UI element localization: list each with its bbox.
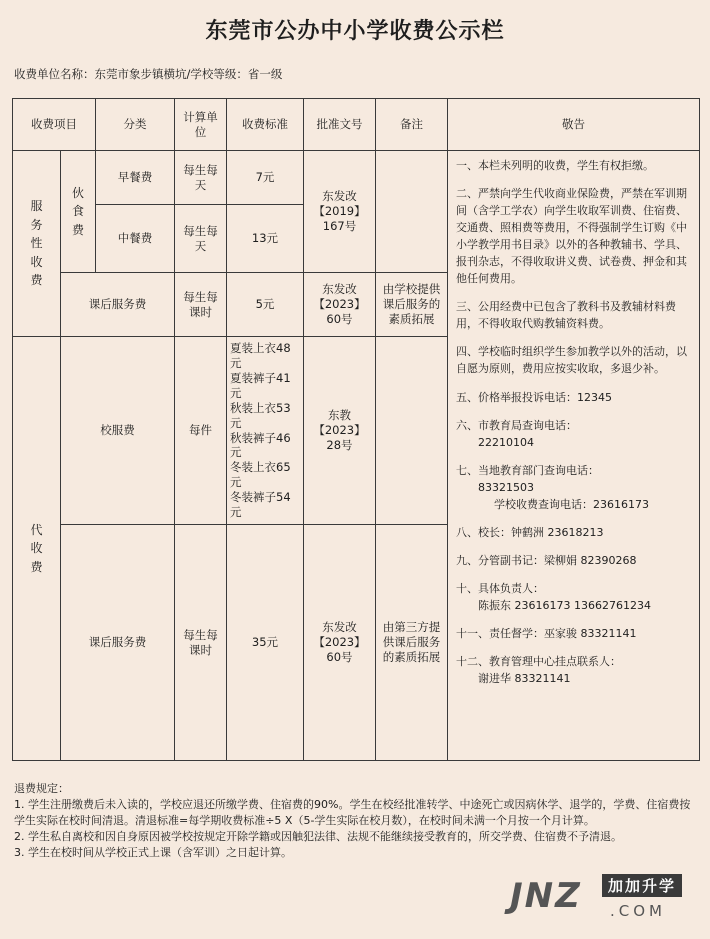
uniform-price: 秋装裤子46元 [230,430,291,460]
refund-rules [14,781,694,861]
uniform-price: 冬装裤子54元 [230,490,291,520]
lunch-standard: 13元 [227,205,304,273]
lunch-name: 中餐费 [96,205,175,273]
uniform-price: 秋装上衣53元 [230,400,291,430]
notice-item: 六、市教育局查询电话： 22210104 [456,418,577,449]
service-after-school-remarks: 由学校提供课后服务的素质拓展 [376,273,448,337]
collected-after-school-approval: 东发改【2023】60号 [304,525,376,761]
watermark-logo [510,868,700,928]
uniform-standard [227,337,304,525]
refund-rule: 1. 学生注册缴费后未入读的，学校应退还所缴学费、住宿费的90%。学生在校经批准转学、中途死亡或因病休学、退学的，学费、住宿费按学生实际在校时间清退。清退标准=每学期收费标准÷5 X（5-学生实际在校月数），在校时间未满一个月按一个月计算。 [14,797,691,827]
page-title: 东莞市公办中小学收费公示栏 [205,19,505,44]
notice-item: 七、当地教育部门查询电话： 83321503 学校收费查询电话：23616173 [456,463,649,511]
uniform-price: 夏装上衣48元 [230,340,291,370]
refund-title: 退费规定： [14,782,69,795]
breakfast-unit: 每生每天 [175,151,227,205]
collected-after-school-name: 课后服务费 [61,525,175,761]
uniform-price: 夏装裤子41元 [230,370,291,400]
notice-item: 八、校长：钟鹤洲 23618213 [456,525,604,539]
service-after-school-approval: 东发改【2023】60号 [304,273,376,337]
refund-rule: 2. 学生私自离校和因自身原因被学校按规定开除学籍或因触犯法律、法规不能继续接受教育的，所交学费、住宿费不予清退。 [14,829,622,843]
service-group-label: 服 务 性 收 费 [13,151,61,337]
fee-table [12,98,700,761]
collected-after-school-standard: 35元 [227,525,304,761]
header-category: 分类 [96,99,175,151]
uniform-approval: 东教【2023】28号 [304,337,376,525]
watermark-domain: .COM [610,902,666,920]
notice-item: 二、严禁向学生代收商业保险费，严禁在军训期间（含学工学农）向学生收取军训费、住宿费、交通费、照相费等费用，不得强制学生订购《中小学教学用书目录》以外的各种教辅书、学具、报刊杂志，不得收取讲义费、试卷费、押金和其他任何费用。 [456,187,687,286]
notice-item: 十、具体负责人： 陈振东 23616173 13662761234 [456,581,651,612]
header-unit: 计算单位 [175,99,227,151]
header-row [13,99,700,151]
notice-item: 四、学校临时组织学生参加教学以外的活动，以自愿为原则，费用应按实收取，多退少补。 [456,345,687,376]
header-item: 收费项目 [13,99,96,151]
unit-info: 收费单位名称：东莞市象步镇横坑/学校等级：省一级 [14,67,283,81]
notice-item: 一、本栏未列明的收费，学生有权拒缴。 [456,159,654,172]
watermark-brand: JNZ [510,876,582,916]
notice-item: 十一、责任督学：巫家骏 83321141 [456,626,637,640]
meal-remarks [376,151,448,273]
notice-item: 五、价格举报投诉电话：12345 [456,390,612,404]
service-after-school-unit: 每生每课时 [175,273,227,337]
uniform-remarks [376,337,448,525]
uniform-price: 冬装上衣65元 [230,460,291,490]
lunch-unit: 每生每天 [175,205,227,273]
notice-item: 三、公用经费中已包含了教科书及教辅材料费用，不得收取代购教辅资料费。 [456,300,676,331]
service-after-school-standard: 5元 [227,273,304,337]
service-after-school-name: 课后服务费 [61,273,175,337]
meal-approval: 东发改【2019】167号 [304,151,376,273]
collected-group-label: 代 收 费 [13,337,61,761]
header-remarks: 备注 [376,99,448,151]
notice-item: 十二、教育管理中心挂点联系人： 谢进华 83321141 [456,655,621,686]
refund-rule: 3. 学生在校时间从学校正式上课（含军训）之日起计算。 [14,845,292,859]
collected-after-school-unit: 每生每课时 [175,525,227,761]
header-notice: 敬告 [448,99,700,151]
collected-after-school-remarks: 由第三方提供课后服务的素质拓展 [376,525,448,761]
table-row [13,151,700,205]
breakfast-standard: 7元 [227,151,304,205]
notice-item: 九、分管副书记：梁柳娟 82390268 [456,553,637,567]
header-approval: 批准文号 [304,99,376,151]
watermark-box: 加加升学 [602,874,682,897]
uniform-unit: 每件 [175,337,227,525]
header-standard: 收费标准 [227,99,304,151]
notice-panel [448,151,700,761]
breakfast-name: 早餐费 [96,151,175,205]
meal-label: 伙 食 费 [61,151,96,273]
uniform-name: 校服费 [61,337,175,525]
